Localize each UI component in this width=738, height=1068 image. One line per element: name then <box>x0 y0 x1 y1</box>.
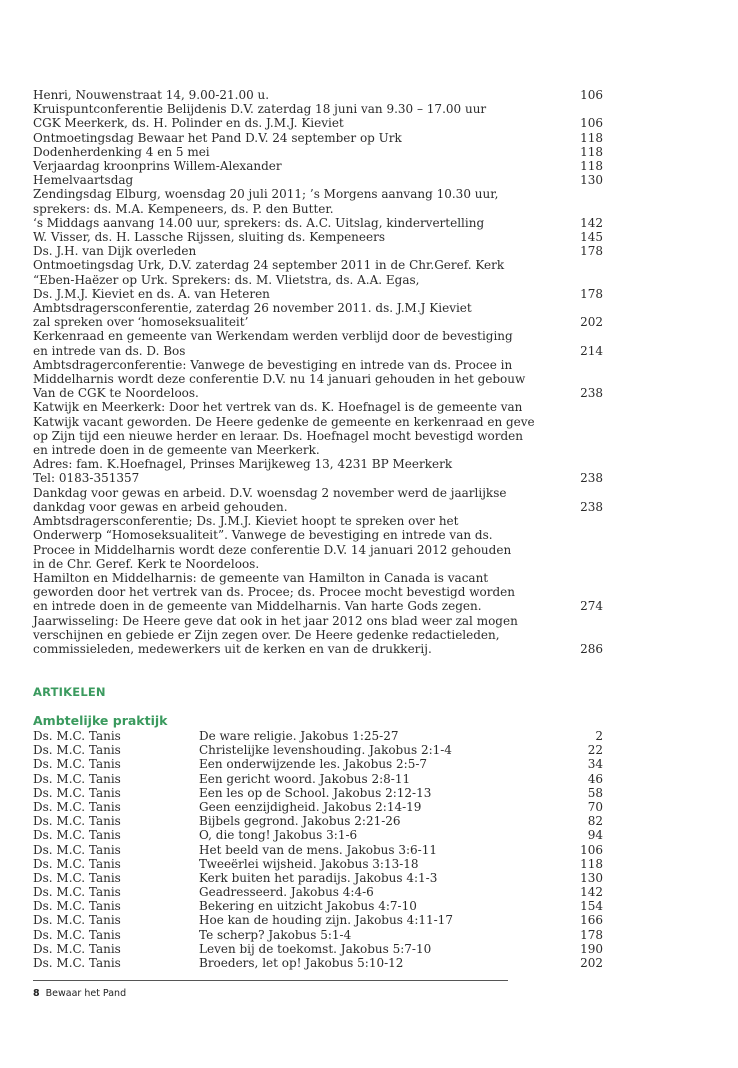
entry-line: Hamilton en Middelharnis: de gemeente van Hamilton in Canada is vacant <box>33 570 489 585</box>
entry-line: CGK Meerkerk, ds. H. Polinder en ds. J.M.J. Kieviet <box>33 116 344 131</box>
article-title: O, die tong! Jakobus 3:1-6 <box>199 828 358 843</box>
article-row <box>33 956 603 970</box>
article-row <box>33 942 603 956</box>
entry-line: Kerkenraad en gemeente van Werkendam werden verblijd door de bevestiging <box>33 329 513 344</box>
footer-publication: Bewaar het Pand <box>45 988 127 999</box>
article-page: 190 <box>580 941 603 956</box>
entry-line: en intrede van ds. D. Bos <box>33 343 186 358</box>
entry-text <box>33 102 553 130</box>
entry-text <box>33 571 553 614</box>
article-title: Kerk buiten het paradijs. Jakobus 4:1-3 <box>199 870 438 885</box>
index-entry <box>33 571 603 614</box>
index-entry <box>33 614 603 657</box>
page-footer <box>33 988 126 999</box>
article-page: 22 <box>587 743 603 758</box>
article-author: Ds. M.C. Tanis <box>33 828 121 843</box>
entry-page: 274 <box>580 599 603 614</box>
article-row <box>33 828 603 842</box>
entry-page: 106 <box>580 116 603 131</box>
article-page: 2 <box>595 729 603 743</box>
article-author: Ds. M.C. Tanis <box>33 913 121 928</box>
article-author: Ds. M.C. Tanis <box>33 729 121 743</box>
article-author: Ds. M.C. Tanis <box>33 870 121 885</box>
article-author: Ds. M.C. Tanis <box>33 771 121 786</box>
entry-page: 118 <box>580 159 603 174</box>
entry-page: 106 <box>580 88 603 102</box>
index-entry <box>33 400 603 485</box>
entry-page: 286 <box>580 641 603 656</box>
entry-page: 214 <box>580 343 603 358</box>
entry-text <box>33 230 553 244</box>
entry-line: Jaarwisseling: De Heere geve dat ook in het jaar 2012 ons blad weer zal mogen <box>33 613 518 628</box>
footer-page-number: 8 <box>33 988 40 999</box>
section-heading: ARTIKELEN <box>33 685 106 699</box>
entry-text <box>33 145 553 159</box>
entry-line: “Eben-Haëzer op Urk. Sprekers: ds. M. Vlietstra, ds. A.A. Egas, <box>33 272 420 287</box>
entry-line: Ontmoetingsdag Urk, D.V. zaterdag 24 september 2011 in de Chr.Geref. Kerk <box>33 258 505 273</box>
entry-page: 118 <box>580 130 603 145</box>
article-row <box>33 928 603 942</box>
entry-line: sprekers: ds. M.A. Kempeneers, ds. P. den Butter. <box>33 201 334 216</box>
footer-divider <box>33 980 508 981</box>
entry-line: Katwijk vacant geworden. De Heere gedenke de gemeente en kerkenraad en geve <box>33 414 535 429</box>
entry-line: Ambtsdragersconferentie, zaterdag 26 november 2011. ds. J.M.J Kieviet <box>33 301 472 316</box>
article-author: Ds. M.C. Tanis <box>33 814 121 829</box>
article-row <box>33 743 603 757</box>
entry-line: W. Visser, ds. H. Lassche Rijssen, sluiting ds. Kempeneers <box>33 230 386 245</box>
index-entry <box>33 88 603 102</box>
index-entry <box>33 258 603 301</box>
entry-text <box>33 159 553 173</box>
article-title: Christelijke levenshouding. Jakobus 2:1-4 <box>199 743 452 758</box>
article-row <box>33 757 603 771</box>
article-page: 178 <box>580 927 603 942</box>
entry-text <box>33 244 553 258</box>
article-page: 58 <box>587 785 603 800</box>
index-entry <box>33 131 603 145</box>
entry-page: 142 <box>580 215 603 230</box>
article-row <box>33 786 603 800</box>
entry-page: 130 <box>580 173 603 188</box>
entry-line: Ambtsdragerconferentie: Vanwege de bevestiging en intrede van ds. Procee in <box>33 357 513 372</box>
article-author: Ds. M.C. Tanis <box>33 757 121 772</box>
entry-line: Hemelvaartsdag <box>33 173 134 188</box>
index-entry <box>33 358 603 401</box>
article-row <box>33 772 603 786</box>
entry-line: Ambtsdragersconferentie; Ds. J.M.J. Kieviet hoopt te spreken over het <box>33 514 459 529</box>
article-page: 202 <box>580 956 603 970</box>
entry-text <box>33 173 553 187</box>
entry-line: Katwijk en Meerkerk: Door het vertrek van ds. K. Hoefnagel is de gemeente van <box>33 400 523 415</box>
entry-line: Adres: fam. K.Hoefnagel, Prinses Marijkeweg 13, 4231 BP Meerkerk <box>33 457 453 472</box>
entry-line: Henri, Nouwenstraat 14, 9.00-21.00 u. <box>33 88 270 102</box>
article-row <box>33 871 603 885</box>
article-title: Tweeërlei wijsheid. Jakobus 3:13-18 <box>199 856 419 871</box>
article-author: Ds. M.C. Tanis <box>33 885 121 900</box>
entry-line: verschijnen en gebiede er Zijn zegen over. De Heere gedenke redactieleden, <box>33 627 500 642</box>
index-entry <box>33 514 603 571</box>
entry-page: 118 <box>580 144 603 159</box>
entry-text <box>33 486 553 514</box>
index-entry <box>33 301 603 329</box>
index-entry <box>33 230 603 244</box>
article-page: 34 <box>587 757 603 772</box>
entry-text <box>33 187 553 230</box>
article-title: Hoe kan de houding zijn. Jakobus 4:11-17 <box>199 913 453 928</box>
article-title: De ware religie. Jakobus 1:25-27 <box>199 729 399 743</box>
article-author: Ds. M.C. Tanis <box>33 899 121 914</box>
entry-line: Zendingsdag Elburg, woensdag 20 juli 2011; ’s Morgens aanvang 10.30 uur, <box>33 187 499 202</box>
entry-page: 178 <box>580 244 603 259</box>
article-row <box>33 857 603 871</box>
entry-text <box>33 258 553 301</box>
article-page: 118 <box>580 856 603 871</box>
entry-page: 238 <box>580 499 603 514</box>
article-page: 94 <box>587 828 603 843</box>
entry-page: 238 <box>580 386 603 401</box>
index-entry <box>33 145 603 159</box>
article-author: Ds. M.C. Tanis <box>33 941 121 956</box>
entry-line: Ontmoetingsdag Bewaar het Pand D.V. 24 september op Urk <box>33 130 402 145</box>
entry-page: 238 <box>580 471 603 486</box>
article-page: 46 <box>587 771 603 786</box>
index-entry <box>33 173 603 187</box>
article-author: Ds. M.C. Tanis <box>33 856 121 871</box>
index-entry <box>33 102 603 130</box>
article-title: Leven bij de toekomst. Jakobus 5:7-10 <box>199 941 432 956</box>
article-row <box>33 913 603 927</box>
article-title: Geen eenzijdigheid. Jakobus 2:14-19 <box>199 799 422 814</box>
entry-line: Dankdag voor gewas en arbeid. D.V. woensdag 2 november werd de jaarlijkse <box>33 485 507 500</box>
entry-line: Dodenherdenking 4 en 5 mei <box>33 144 210 159</box>
entry-text <box>33 514 553 571</box>
entry-line: en intrede doen in de gemeente van Middelharnis. Van harte Gods zegen. <box>33 599 482 614</box>
entry-line: Onderwerp “Homoseksualiteit”. Vanwege de bevestiging en intrede van ds. <box>33 528 493 543</box>
entry-page: 202 <box>580 315 603 330</box>
article-page: 106 <box>580 842 603 857</box>
entry-line: geworden door het vertrek van ds. Procee; ds. Procee mocht bevestigd worden <box>33 585 515 600</box>
entry-line: Kruispuntconferentie Belijdenis D.V. zaterdag 18 juni van 9.30 – 17.00 uur <box>33 102 487 117</box>
entry-page: 145 <box>580 230 603 245</box>
article-author: Ds. M.C. Tanis <box>33 785 121 800</box>
article-author: Ds. M.C. Tanis <box>33 956 121 970</box>
article-list <box>33 729 603 970</box>
entry-text <box>33 400 553 485</box>
entry-line: op Zijn tijd een nieuwe herder en leraar. Ds. Hoefnagel mocht bevestigd worden <box>33 428 523 443</box>
article-title: Een gericht woord. Jakobus 2:8-11 <box>199 771 411 786</box>
entry-text <box>33 301 553 329</box>
entry-line: commissieleden, medewerkers uit de kerken en van de drukkerij. <box>33 641 432 656</box>
article-page: 154 <box>580 899 603 914</box>
article-title: Bekering en uitzicht Jakobus 4:7-10 <box>199 899 417 914</box>
index-entry <box>33 244 603 258</box>
article-title: Broeders, let op! Jakobus 5:10-12 <box>199 956 404 970</box>
article-row <box>33 885 603 899</box>
article-author: Ds. M.C. Tanis <box>33 927 121 942</box>
entry-line: Middelharnis wordt deze conferentie D.V. nu 14 januari gehouden in het gebouw <box>33 372 526 387</box>
article-row <box>33 843 603 857</box>
article-author: Ds. M.C. Tanis <box>33 842 121 857</box>
article-row <box>33 729 603 743</box>
article-title: Geadresseerd. Jakobus 4:4-6 <box>199 885 374 900</box>
entry-line: dankdag voor gewas en arbeid gehouden. <box>33 499 288 514</box>
article-row <box>33 814 603 828</box>
entry-line: Ds. J.M.J. Kieviet en ds. A. van Heteren <box>33 286 270 301</box>
entry-text <box>33 329 553 357</box>
entry-text <box>33 358 553 401</box>
article-title: Het beeld van de mens. Jakobus 3:6-11 <box>199 842 437 857</box>
article-author: Ds. M.C. Tanis <box>33 799 121 814</box>
entry-line: Ds. J.H. van Dijk overleden <box>33 244 197 259</box>
entry-line: zal spreken over ‘homoseksualiteit’ <box>33 315 249 330</box>
article-title: Een onderwijzende les. Jakobus 2:5-7 <box>199 757 428 772</box>
entry-line: ‘s Middags aanvang 14.00 uur, sprekers: ds. A.C. Uitslag, kindervertelling <box>33 215 485 230</box>
article-page: 166 <box>580 913 603 928</box>
entry-line: Tel: 0183-351357 <box>33 471 140 486</box>
article-title: Te scherp? Jakobus 5:1-4 <box>199 927 352 942</box>
entry-text <box>33 614 553 657</box>
entry-line: en intrede doen in de gemeente van Meerkerk. <box>33 443 320 458</box>
entry-line: in de Chr. Geref. Kerk te Noordeloos. <box>33 556 260 571</box>
article-page: 130 <box>580 870 603 885</box>
article-page: 142 <box>580 885 603 900</box>
entry-line: Van de CGK te Noordeloos. <box>33 386 199 401</box>
entry-page: 178 <box>580 286 603 301</box>
index-entry <box>33 159 603 173</box>
entry-text <box>33 88 553 102</box>
entry-text <box>33 131 553 145</box>
index-entry <box>33 329 603 357</box>
article-title: Een les op de School. Jakobus 2:12-13 <box>199 785 432 800</box>
section-subheading: Ambtelijke praktijk <box>33 713 168 728</box>
index-entries <box>33 88 603 656</box>
article-row <box>33 899 603 913</box>
article-author: Ds. M.C. Tanis <box>33 743 121 758</box>
article-page: 70 <box>587 799 603 814</box>
article-row <box>33 800 603 814</box>
article-page: 82 <box>587 814 603 829</box>
index-entry <box>33 187 603 230</box>
article-title: Bijbels gegrond. Jakobus 2:21-26 <box>199 814 401 829</box>
index-entry <box>33 486 603 514</box>
entry-line: Procee in Middelharnis wordt deze conferentie D.V. 14 januari 2012 gehouden <box>33 542 512 557</box>
entry-line: Verjaardag kroonprins Willem-Alexander <box>33 159 282 174</box>
